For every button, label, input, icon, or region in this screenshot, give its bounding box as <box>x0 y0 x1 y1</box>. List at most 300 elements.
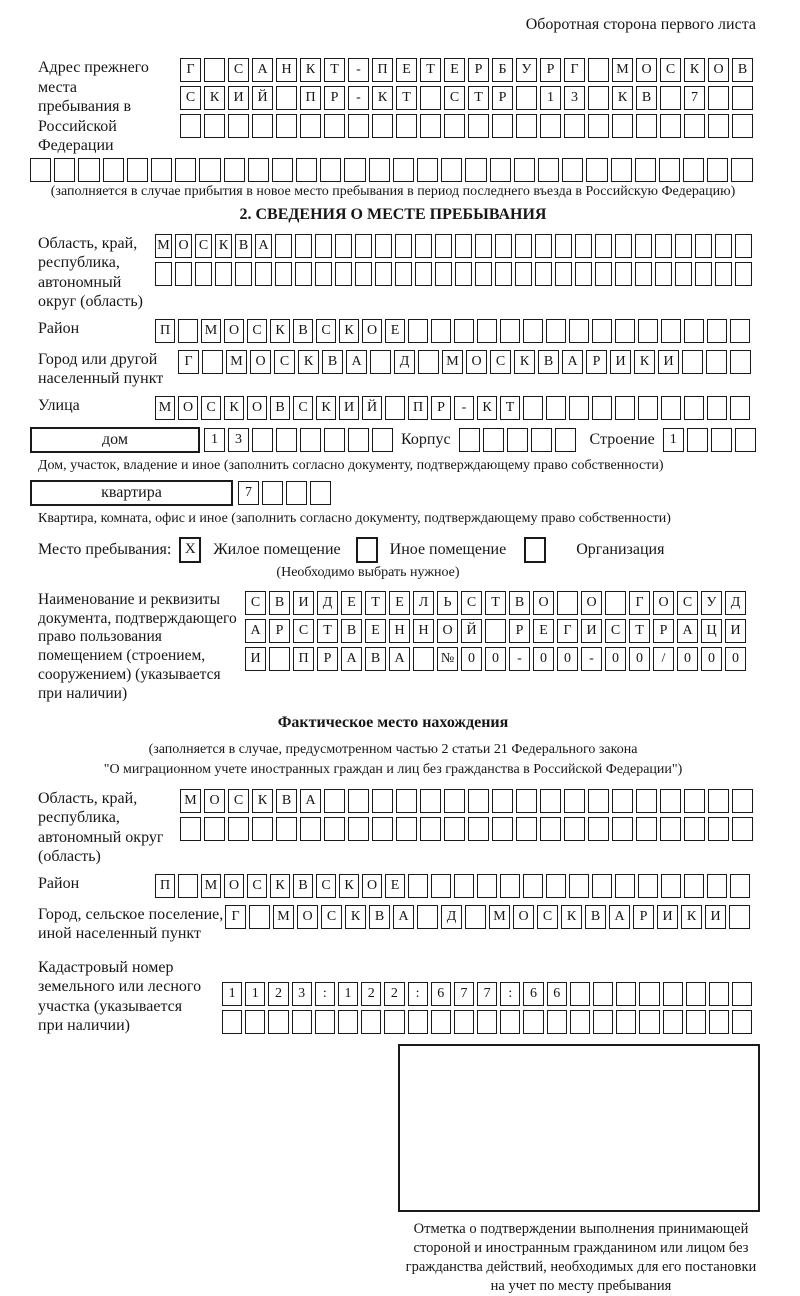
char-cell <box>276 428 297 452</box>
char-cell: П <box>300 86 321 110</box>
char-cell: 2 <box>268 982 288 1006</box>
char-cell <box>535 234 552 258</box>
stay-type-option-other: Иное помещение <box>389 540 507 558</box>
char-cell: - <box>581 647 602 671</box>
char-cell <box>562 158 583 182</box>
char-cell: Д <box>317 591 338 615</box>
char-cell: Т <box>365 591 386 615</box>
street-grid <box>155 396 750 420</box>
char-cell <box>516 817 537 841</box>
char-cell <box>588 114 609 138</box>
char-cell <box>731 158 752 182</box>
char-cell: К <box>561 905 582 929</box>
char-cell <box>475 234 492 258</box>
char-cell <box>252 428 273 452</box>
char-cell: С <box>274 350 295 374</box>
char-cell <box>315 1010 335 1034</box>
char-cell: И <box>657 905 678 929</box>
char-cell: А <box>341 647 362 671</box>
char-cell <box>569 874 589 898</box>
char-cell <box>441 158 462 182</box>
char-cell: О <box>653 591 674 615</box>
char-cell <box>408 1010 428 1034</box>
char-cell: Т <box>500 396 520 420</box>
char-cell: 1 <box>222 982 242 1006</box>
char-cell: 7 <box>477 982 497 1006</box>
char-cell <box>684 114 705 138</box>
char-cell: К <box>300 58 321 82</box>
char-cell <box>268 1010 288 1034</box>
char-cell: 7 <box>684 86 705 110</box>
char-cell: И <box>705 905 726 929</box>
char-cell <box>708 789 729 813</box>
char-cell <box>315 234 332 258</box>
char-cell <box>615 234 632 258</box>
char-cell <box>245 1010 265 1034</box>
char-cell: Е <box>385 319 405 343</box>
char-cell <box>546 874 566 898</box>
char-cell: Р <box>431 396 451 420</box>
actual-district-field <box>30 874 756 898</box>
char-cell <box>732 817 753 841</box>
char-cell <box>396 817 417 841</box>
char-cell <box>675 262 692 286</box>
char-cell <box>661 319 681 343</box>
char-cell: 3 <box>292 982 312 1006</box>
char-cell: 1 <box>663 428 684 452</box>
char-cell <box>435 234 452 258</box>
char-cell: / <box>653 647 674 671</box>
char-cell <box>454 1010 474 1034</box>
char-cell: С <box>293 396 313 420</box>
char-cell: Г <box>564 58 585 82</box>
char-cell: В <box>365 647 386 671</box>
char-cell: И <box>658 350 679 374</box>
char-cell <box>485 619 506 643</box>
char-cell: О <box>250 350 271 374</box>
char-cell <box>276 114 297 138</box>
char-cell: - <box>348 58 369 82</box>
stamp-caption-line-2: стороной и иностранным гражданином или лицом без <box>413 1239 749 1256</box>
char-cell <box>310 481 331 505</box>
char-cell: 1 <box>540 86 561 110</box>
char-cell <box>732 86 753 110</box>
char-cell: Й <box>461 619 482 643</box>
district-field <box>30 319 756 343</box>
char-cell <box>296 158 317 182</box>
char-cell <box>516 789 537 813</box>
cadastre-field <box>30 958 756 1036</box>
char-cell: А <box>255 234 272 258</box>
char-cell: К <box>252 789 273 813</box>
char-cell: Р <box>324 86 345 110</box>
stamp-caption <box>390 1220 772 1296</box>
apartment-note: Квартира, комната, офис и иное (заполнить согласно документу, подтверждающему право собственности) <box>38 510 671 526</box>
char-cell <box>199 158 220 182</box>
char-cell: С <box>201 396 221 420</box>
char-cell: В <box>732 58 753 82</box>
char-cell <box>477 874 497 898</box>
char-cell: Б <box>492 58 513 82</box>
char-cell <box>348 789 369 813</box>
char-cell <box>78 158 99 182</box>
char-cell <box>557 591 578 615</box>
char-cell <box>612 817 633 841</box>
actual-subtitle-line-1: (заполняется в случае, предусмотренном частью 2 статьи 21 Федерального закона <box>148 742 638 758</box>
char-cell: Г <box>178 350 199 374</box>
actual-region-label: Область, край, республика, автономный округ (область) <box>38 789 164 866</box>
char-cell <box>431 319 451 343</box>
stay-type-option-organization: Организация <box>576 540 665 558</box>
char-cell <box>420 86 441 110</box>
char-cell <box>468 817 489 841</box>
char-cell <box>612 789 633 813</box>
char-cell <box>538 158 559 182</box>
char-cell: - <box>454 396 474 420</box>
char-cell <box>684 874 704 898</box>
char-cell <box>729 905 750 929</box>
char-cell: О <box>224 874 244 898</box>
char-cell <box>324 114 345 138</box>
char-cell: Р <box>540 58 561 82</box>
char-cell: 1 <box>204 428 225 452</box>
char-cell <box>732 1010 752 1034</box>
prev-address-field <box>30 58 756 156</box>
char-cell: Л <box>413 591 434 615</box>
char-cell: В <box>293 319 313 343</box>
char-cell <box>708 817 729 841</box>
stamp-caption-line-4: на учет по месту пребывания <box>490 1278 672 1295</box>
char-cell: К <box>684 58 705 82</box>
char-cell: П <box>408 396 428 420</box>
actual-city-label: Город, сельское поселение, иной населенный пункт <box>38 905 224 943</box>
prev-address-row-2 <box>180 86 753 110</box>
char-cell <box>708 114 729 138</box>
char-cell: 7 <box>238 481 259 505</box>
char-cell <box>706 350 727 374</box>
char-cell <box>695 234 712 258</box>
char-cell <box>569 319 589 343</box>
char-cell <box>535 262 552 286</box>
apartment-row <box>30 480 756 506</box>
char-cell <box>523 1010 543 1034</box>
char-cell <box>420 789 441 813</box>
char-cell: С <box>660 58 681 82</box>
char-cell: Ц <box>701 619 722 643</box>
char-cell: С <box>444 86 465 110</box>
char-cell <box>569 396 589 420</box>
char-cell <box>588 817 609 841</box>
char-cell <box>396 114 417 138</box>
char-cell: М <box>155 396 175 420</box>
char-cell <box>564 114 585 138</box>
prev-address-grid <box>180 58 753 138</box>
char-cell: Р <box>269 619 290 643</box>
char-cell <box>103 158 124 182</box>
region-field <box>30 234 756 312</box>
char-cell: М <box>273 905 294 929</box>
char-cell <box>180 817 201 841</box>
char-cell <box>500 1010 520 1034</box>
house-box: дом <box>30 427 200 453</box>
actual-district-grid <box>155 874 750 898</box>
char-cell <box>269 647 290 671</box>
char-cell: У <box>701 591 722 615</box>
char-cell <box>735 428 756 452</box>
char-cell <box>715 262 732 286</box>
stroenie-label: Строение <box>589 430 655 448</box>
char-cell <box>54 158 75 182</box>
char-cell: Р <box>509 619 530 643</box>
char-cell: В <box>509 591 530 615</box>
char-cell <box>272 158 293 182</box>
char-cell: И <box>339 396 359 420</box>
char-cell <box>547 1010 567 1034</box>
char-cell <box>595 234 612 258</box>
char-cell <box>660 114 681 138</box>
char-cell <box>395 262 412 286</box>
char-cell: В <box>270 396 290 420</box>
char-cell <box>516 114 537 138</box>
cadastre-row-2 <box>222 1010 752 1034</box>
char-cell: С <box>316 319 336 343</box>
char-cell <box>663 982 683 1006</box>
char-cell <box>732 114 753 138</box>
char-cell <box>178 874 198 898</box>
char-cell: М <box>155 234 172 258</box>
stay-type-checkbox-other <box>356 537 378 563</box>
actual-region-row-2 <box>180 817 753 841</box>
char-cell <box>615 262 632 286</box>
char-cell <box>151 158 172 182</box>
char-cell: Д <box>441 905 462 929</box>
char-cell: С <box>180 86 201 110</box>
char-cell <box>372 428 393 452</box>
char-cell <box>636 789 657 813</box>
actual-region-field <box>30 789 756 867</box>
char-cell <box>686 982 706 1006</box>
char-cell <box>655 234 672 258</box>
apartment-number-grid <box>238 481 331 505</box>
char-cell <box>455 262 472 286</box>
char-cell <box>468 789 489 813</box>
char-cell <box>709 982 729 1006</box>
char-cell: С <box>247 319 267 343</box>
char-cell <box>375 234 392 258</box>
stamp-caption-line-3: гражданства действий, необходимых для его постановки <box>405 1259 757 1276</box>
char-cell: 0 <box>461 647 482 671</box>
char-cell <box>454 874 474 898</box>
char-cell <box>295 262 312 286</box>
char-cell: - <box>509 647 530 671</box>
char-cell: 2 <box>361 982 381 1006</box>
stay-type-row <box>30 537 756 563</box>
char-cell <box>384 1010 404 1034</box>
char-cell: 1 <box>245 982 265 1006</box>
house-row <box>30 427 756 453</box>
char-cell: Е <box>341 591 362 615</box>
char-cell <box>595 262 612 286</box>
char-cell: Г <box>225 905 246 929</box>
char-cell: А <box>346 350 367 374</box>
char-cell: Р <box>653 619 674 643</box>
char-cell <box>276 86 297 110</box>
prev-address-row-3 <box>180 114 753 138</box>
char-cell: К <box>298 350 319 374</box>
char-cell: К <box>634 350 655 374</box>
char-cell <box>344 158 365 182</box>
char-cell: А <box>677 619 698 643</box>
char-cell <box>465 905 486 929</box>
char-cell <box>735 262 752 286</box>
char-cell: П <box>155 319 175 343</box>
char-cell: У <box>516 58 537 82</box>
char-cell <box>661 396 681 420</box>
char-cell <box>660 789 681 813</box>
actual-city-field <box>30 905 756 944</box>
char-cell: М <box>489 905 510 929</box>
char-cell: П <box>155 874 175 898</box>
char-cell: И <box>581 619 602 643</box>
char-cell <box>396 789 417 813</box>
char-cell <box>444 817 465 841</box>
char-cell: Г <box>629 591 650 615</box>
char-cell <box>178 319 198 343</box>
char-cell: Т <box>396 86 417 110</box>
char-cell <box>523 874 543 898</box>
char-cell: С <box>537 905 558 929</box>
char-cell <box>477 1010 497 1034</box>
char-cell <box>636 817 657 841</box>
char-cell: М <box>226 350 247 374</box>
char-cell <box>324 789 345 813</box>
char-cell: Й <box>252 86 273 110</box>
char-cell: 0 <box>701 647 722 671</box>
char-cell <box>348 817 369 841</box>
char-cell <box>408 874 428 898</box>
char-cell: И <box>610 350 631 374</box>
char-cell <box>249 905 270 929</box>
char-cell <box>730 350 751 374</box>
char-cell: О <box>224 319 244 343</box>
section2-title: 2. СВЕДЕНИЯ О МЕСТЕ ПРЕБЫВАНИЯ <box>239 205 547 223</box>
char-cell: К <box>270 319 290 343</box>
char-cell <box>348 428 369 452</box>
char-cell <box>683 158 704 182</box>
char-cell: О <box>437 619 458 643</box>
char-cell <box>675 234 692 258</box>
stamp-box <box>398 1044 760 1212</box>
city-grid <box>178 350 751 374</box>
char-cell <box>375 262 392 286</box>
char-cell <box>215 262 232 286</box>
char-cell: 0 <box>629 647 650 671</box>
char-cell <box>732 982 752 1006</box>
street-label: Улица <box>38 396 80 414</box>
char-cell <box>370 350 391 374</box>
char-cell <box>372 789 393 813</box>
char-cell <box>523 396 543 420</box>
char-cell <box>420 114 441 138</box>
char-cell <box>338 1010 358 1034</box>
char-cell: С <box>461 591 482 615</box>
char-cell <box>276 817 297 841</box>
char-cell <box>593 1010 613 1034</box>
char-cell <box>639 1010 659 1034</box>
char-cell <box>468 114 489 138</box>
char-cell: А <box>609 905 630 929</box>
char-cell <box>695 262 712 286</box>
char-cell: С <box>245 591 266 615</box>
char-cell <box>300 428 321 452</box>
char-cell: М <box>201 319 221 343</box>
char-cell <box>570 1010 590 1034</box>
char-cell <box>348 114 369 138</box>
char-cell: В <box>636 86 657 110</box>
stamp-caption-line-1: Отметка о подтверждении выполнения принимающей <box>413 1220 749 1237</box>
region-grid <box>155 234 752 286</box>
char-cell <box>320 158 341 182</box>
char-cell: В <box>369 905 390 929</box>
char-cell <box>575 234 592 258</box>
char-cell: 0 <box>557 647 578 671</box>
char-cell: К <box>270 874 290 898</box>
document-row-2 <box>245 619 746 643</box>
char-cell <box>495 234 512 258</box>
char-cell <box>592 319 612 343</box>
char-cell <box>531 428 552 452</box>
char-cell: С <box>228 58 249 82</box>
char-cell <box>435 262 452 286</box>
char-cell <box>228 817 249 841</box>
char-cell: В <box>322 350 343 374</box>
char-cell <box>431 1010 451 1034</box>
char-cell <box>204 817 225 841</box>
cadastre-grid <box>222 982 752 1034</box>
char-cell <box>708 86 729 110</box>
char-cell <box>586 158 607 182</box>
char-cell <box>540 789 561 813</box>
char-cell: М <box>612 58 633 82</box>
actual-district-label: Район <box>38 874 80 892</box>
char-cell <box>252 817 273 841</box>
apartment-box: квартира <box>30 480 233 506</box>
actual-city-grid <box>225 905 750 929</box>
prev-address-row-1 <box>180 58 753 82</box>
char-cell: О <box>466 350 487 374</box>
stay-type-checkbox-organization <box>524 537 546 563</box>
char-cell: Е <box>389 591 410 615</box>
char-cell <box>659 158 680 182</box>
char-cell <box>483 428 504 452</box>
char-cell <box>222 1010 242 1034</box>
char-cell: Н <box>389 619 410 643</box>
char-cell <box>324 428 345 452</box>
char-cell <box>707 874 727 898</box>
char-cell <box>709 1010 729 1034</box>
char-cell <box>663 1010 683 1034</box>
char-cell: Н <box>413 619 434 643</box>
actual-location-title: Фактическое место нахождения <box>277 714 509 732</box>
char-cell: О <box>204 789 225 813</box>
char-cell <box>300 817 321 841</box>
char-cell <box>417 158 438 182</box>
char-cell: О <box>636 58 657 82</box>
char-cell <box>459 428 480 452</box>
district-label: Район <box>38 319 80 337</box>
korpus-grid <box>459 428 576 452</box>
char-cell <box>555 262 572 286</box>
